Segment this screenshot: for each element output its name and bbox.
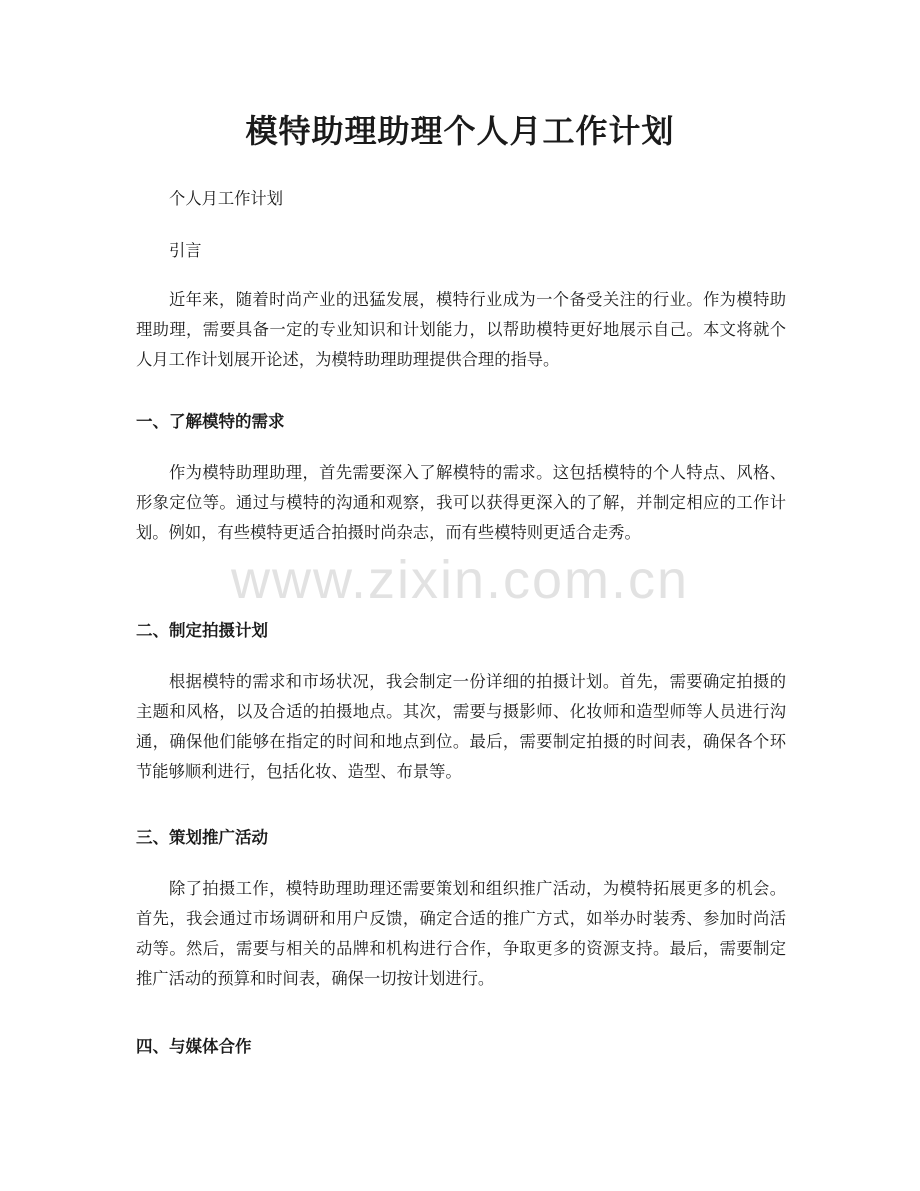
document-subtitle: 个人月工作计划 (169, 189, 283, 208)
section-heading-1: 一、了解模特的需求 (136, 412, 285, 431)
section-paragraph-2: 根据模特的需求和市场状况，我会制定一份详细的拍摄计划。首先，需要确定拍摄的主题和风格，以及合适的拍摄地点。其次，需要与摄影师、化妆师和造型师等人员进行沟通，确保他们能够在指定的时间和地点到位。最后，需要制定拍摄的时间表，确保各个环节能够顺利进行，包括化妆、造型、布景等。 (136, 672, 786, 781)
section-paragraph-1: 作为模特助理助理，首先需要深入了解模特的需求。这包括模特的个人特点、风格、形象定位等。通过与模特的沟通和观察，我可以获得更深入的了解，并制定相应的工作计划。例如，有些模特更适合拍摄时尚杂志，而有些模特则更适合走秀。 (136, 463, 786, 542)
section-heading-2: 二、制定拍摄计划 (136, 621, 268, 640)
watermark-text: www.zixin.com.cn (230, 550, 690, 610)
section-heading-4: 四、与媒体合作 (136, 1037, 252, 1056)
section-heading-3: 三、策划推广活动 (136, 828, 268, 847)
document-title: 模特助理助理个人月工作计划 (245, 112, 675, 150)
intro-label: 引言 (169, 241, 202, 260)
section-paragraph-3: 除了拍摄工作，模特助理助理还需要策划和组织推广活动，为模特拓展更多的机会。首先，我会通过市场调研和用户反馈，确定合适的推广方式，如举办时装秀、参加时尚活动等。然后，需要与相关的品牌和机构进行合作，争取更多的资源支持。最后，需要制定推广活动的预算和时间表，确保一切按计划进行。 (136, 879, 786, 988)
intro-paragraph: 近年来，随着时尚产业的迅猛发展，模特行业成为一个备受关注的行业。作为模特助理助理，需要具备一定的专业知识和计划能力，以帮助模特更好地展示自己。本文将就个人月工作计划展开论述，为模特助理助理提供合理的指导。 (136, 290, 786, 369)
